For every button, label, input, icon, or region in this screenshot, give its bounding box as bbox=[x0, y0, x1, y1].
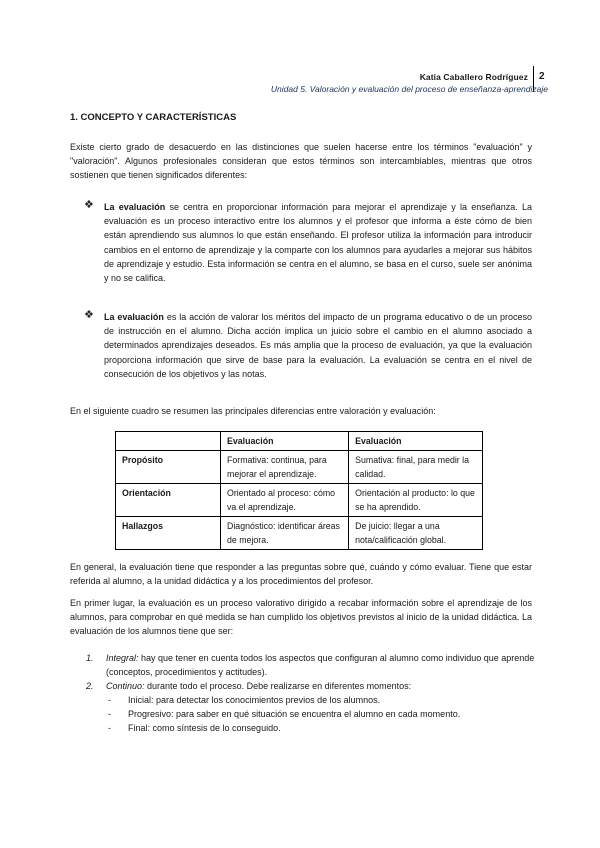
table-row bbox=[116, 484, 483, 517]
diamond-bullet-icon: ❖ bbox=[84, 199, 94, 211]
table-cell: Formativa: continua, para mejorar el aprendizaje. bbox=[221, 451, 349, 484]
table-row bbox=[116, 451, 483, 484]
sub-list-text: Inicial: para detectar los conocimientos previos de los alumnos. bbox=[128, 695, 381, 705]
table-cell: Sumativa: final, para medir la calidad. bbox=[349, 451, 483, 484]
list-text: hay que tener en cuenta todos los aspectos que configuran al alumno como individuo que aprende (conceptos, procedimientos y actitudes). bbox=[106, 653, 535, 677]
list-term: Continuo: bbox=[106, 681, 145, 691]
section-title: 1. CONCEPTO Y CARACTERÍSTICAS bbox=[70, 112, 237, 123]
bullet-text: es la acción de valorar los méritos del impacto de un programa educativo o de un proceso de instrucción en el alumno. Dicha acción implica un juicio sobre el cambio en el alumno asociado a determinados aprendizajes deseados. Es más amplia que la proceso de evaluación, ya que la evaluación proporciona información que sirve de base para la evaluación. La evaluación se centra en el nivel de consecución de los objetivos y las notas. bbox=[104, 312, 532, 379]
table-row-header: Propósito bbox=[116, 451, 221, 484]
bullet-paragraph-1 bbox=[104, 200, 532, 285]
bullet-lead: La evaluación bbox=[104, 312, 164, 322]
bullet-lead: La evaluación bbox=[104, 202, 166, 212]
sub-list-text: Progresivo: para saber en qué situación se encuentra el alumno en cada momento. bbox=[128, 709, 461, 719]
list-text: durante todo el proceso. Debe realizarse en diferentes momentos: bbox=[144, 681, 412, 691]
page-number: 2 bbox=[539, 71, 545, 82]
dash-marker: - bbox=[108, 695, 111, 705]
evaluation-characteristics-list bbox=[70, 651, 540, 735]
list-number: 2. bbox=[86, 681, 94, 691]
dash-marker: - bbox=[108, 709, 111, 719]
table-cell: De juicio: llegar a una nota/calificación global. bbox=[349, 517, 483, 550]
comparison-table bbox=[115, 431, 483, 550]
table-row-header: Hallazgos bbox=[116, 517, 221, 550]
table-header-row bbox=[116, 432, 483, 451]
table-row-header: Orientación bbox=[116, 484, 221, 517]
list-term: Integral: bbox=[106, 653, 139, 663]
paragraph-first-place: En primer lugar, la evaluación es un proceso valorativo dirigido a recabar información sobre el aprendizaje de los alumnos, para comprobar en qué medida se han cumplido los objetivos previstos al inicio de la unidad didáctica. La evaluación de los alumnos tiene que ser: bbox=[70, 598, 532, 637]
table-row bbox=[116, 517, 483, 550]
table-header-cell: Evaluación bbox=[221, 432, 349, 451]
sub-list-item bbox=[106, 693, 540, 707]
diamond-bullet-icon: ❖ bbox=[84, 309, 94, 321]
sub-list-text: Final: como síntesis de lo conseguido. bbox=[128, 723, 281, 733]
sub-list bbox=[106, 693, 540, 735]
paragraph-general: En general, la evaluación tiene que responder a las preguntas sobre qué, cuándo y cómo evaluar. Tiene que estar referida al alumno, a la unidad didáctica y a los procedimientos del profesor. bbox=[70, 562, 532, 587]
list-item bbox=[70, 679, 540, 735]
table-cell: Orientado al proceso: cómo va el aprendizaje. bbox=[221, 484, 349, 517]
table-cell: Orientación al producto: lo que se ha aprendido. bbox=[349, 484, 483, 517]
dash-marker: - bbox=[108, 723, 111, 733]
bullet-text: se centra en proporcionar información para mejorar el aprendizaje y la enseñanza. La evaluación es un proceso interactivo entre los alumnos y el profesor que informa a éste cómo de bien están aprendiendo sus alumnos lo que están enseñando. El profesor utiliza la información para introducir cambios en el entorno de aprendizaje y la comparte con los alumnos para ayudarles a mejorar sus hábitos de aprendizaje y estudio. Esta información se centra en el alumno, se basa en el curso, suele ser anónima y no se califica. bbox=[104, 202, 532, 284]
header-unit-title: Unidad 5. Valoración y evaluación del proceso de enseñanza-aprendizaje bbox=[270, 84, 548, 94]
bullet-paragraph-2 bbox=[104, 310, 532, 381]
table-header-cell bbox=[116, 432, 221, 451]
list-item bbox=[70, 651, 540, 679]
table-cell: Diagnóstico: identificar áreas de mejora. bbox=[221, 517, 349, 550]
table-header-cell: Evaluación bbox=[349, 432, 483, 451]
list-number: 1. bbox=[86, 653, 94, 663]
sub-list-item bbox=[106, 721, 540, 735]
header-author: Katia Caballero Rodríguez bbox=[419, 72, 528, 82]
sub-list-item bbox=[106, 707, 540, 721]
intro-paragraph: Existe cierto grado de desacuerdo en las distinciones que suelen hacerse entre los términos "evaluación" y "valoración". Algunos profesionales consideran que estos términos son intercambiables, mientras que otros sostienen que tienen significados diferentes: bbox=[70, 142, 532, 181]
table-intro: En el siguiente cuadro se resumen las principales diferencias entre valoración y evaluación: bbox=[70, 406, 436, 416]
